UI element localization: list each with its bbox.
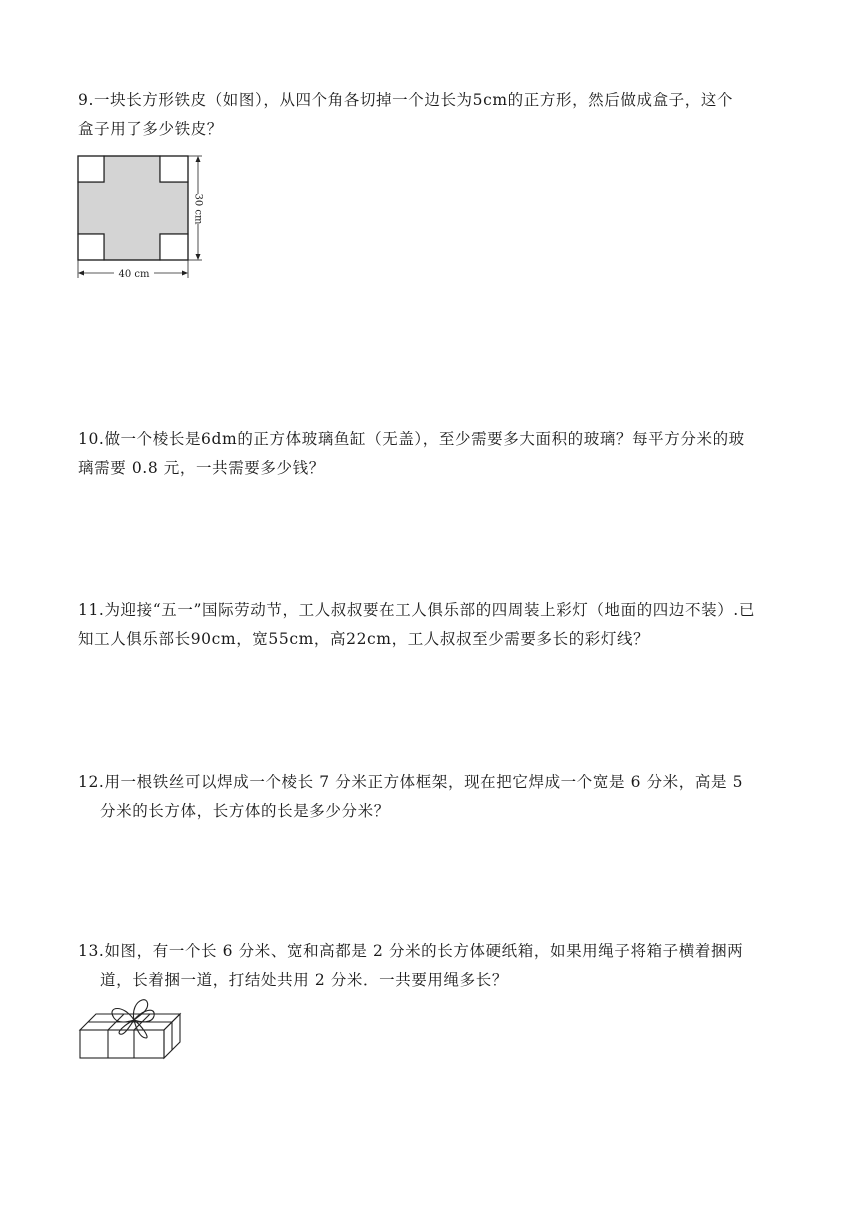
question-10-line-1: 10.做一个棱长是6dm的正方体玻璃鱼缸（无盖），至少需要多大面积的玻璃？每平方分米的玻 bbox=[78, 430, 745, 448]
width-label: 40 cm bbox=[118, 269, 150, 280]
height-label: 30 cm bbox=[192, 193, 204, 225]
sheet-metal-figure bbox=[74, 152, 216, 282]
question-12 bbox=[78, 768, 784, 826]
question-13-line-2: 道，长着捆一道，打结处共用 2 分米．一共要用绳多长？ bbox=[100, 971, 508, 989]
question-10-line-2: 璃需要 0.8 元，一共需要多少钱？ bbox=[78, 459, 325, 477]
question-9-line-1: 9.一块长方形铁皮（如图），从四个角各切掉一个边长为5cm的正方形，然后做成盒子，这个 bbox=[78, 91, 734, 109]
question-13-line-1: 13.如图，有一个长 6 分米、宽和高都是 2 分米的长方体硬纸箱，如果用绳子将箱子横着捆两 bbox=[78, 942, 744, 960]
question-9-line-2: 盒子用了多少铁皮？ bbox=[78, 120, 223, 138]
question-13 bbox=[78, 937, 784, 995]
question-9 bbox=[78, 86, 784, 144]
corner-square-tr bbox=[160, 156, 188, 182]
corner-square-tl bbox=[78, 156, 104, 182]
corner-square-br bbox=[160, 234, 188, 260]
question-12-line-1: 12.用一根铁丝可以焊成一个棱长 7 分米正方体框架，现在把它焊成一个宽是 6 分米，高是 5 bbox=[78, 773, 744, 791]
question-12-line-2: 分米的长方体，长方体的长是多少分米？ bbox=[100, 802, 390, 820]
question-11-line-1: 11.为迎接“五一”国际劳动节，工人叔叔要在工人俱乐部的四周装上彩灯（地面的四边不装）.已 bbox=[78, 601, 755, 619]
corner-square-bl bbox=[78, 234, 104, 260]
question-11 bbox=[78, 596, 784, 654]
question-10 bbox=[78, 425, 784, 483]
question-11-line-2: 知工人俱乐部长90cm，宽55cm，高22cm，工人叔叔至少需要多长的彩灯线？ bbox=[78, 630, 650, 648]
gift-box-figure bbox=[76, 996, 186, 1062]
